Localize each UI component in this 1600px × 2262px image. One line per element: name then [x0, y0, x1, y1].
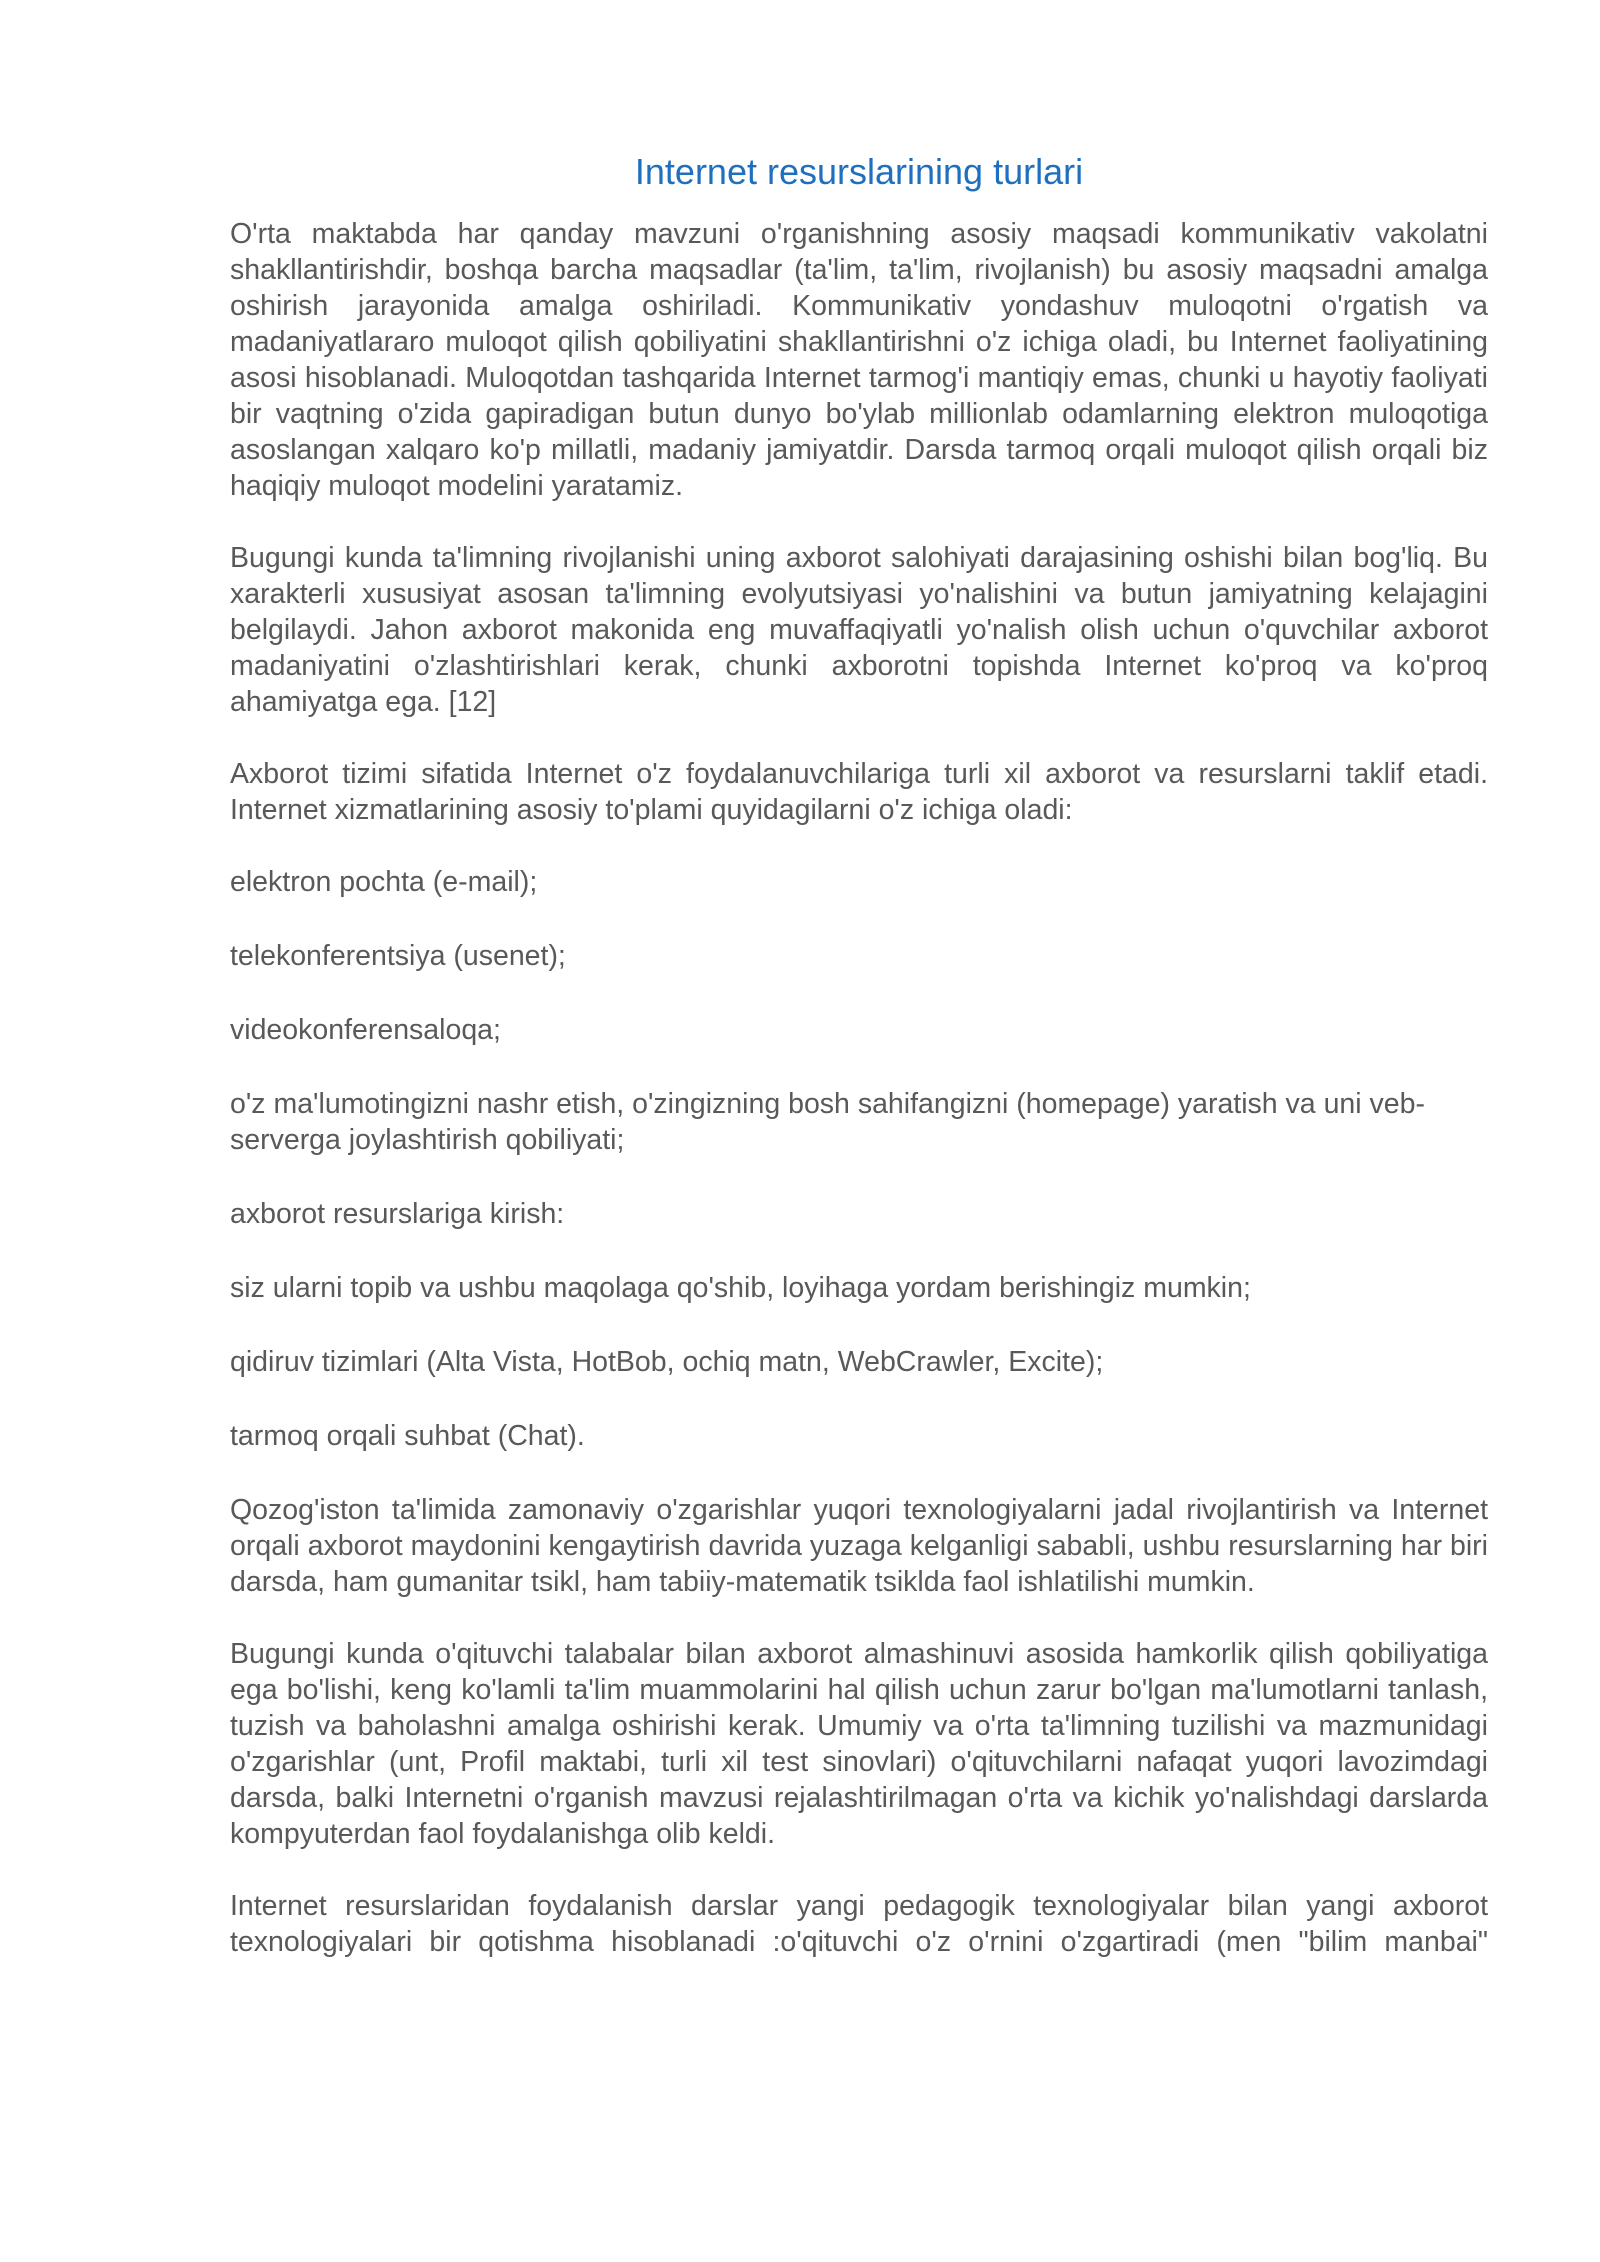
- list-item-homepage: o'z ma'lumotingizni nashr etish, o'zingizning bosh sahifangizni (homepage) yaratish va uni veb-serverga joylashtirish qobiliyati;: [230, 1088, 1425, 1156]
- list-item-resource-access: axborot resurslariga kirish:: [230, 1198, 565, 1230]
- list-item-contribute: siz ularni topib va ushbu maqolaga qo'shib, loyihaga yordam berishingiz mumkin;: [230, 1272, 1251, 1304]
- paragraph-1: O'rta maktabda har qanday mavzuni o'rganishning asosiy maqsadi kommunikativ vakolatni shakllantirishdir, boshqa barcha maqsadlar (ta'lim, ta'lim, rivojlanish) bu asosiy maqsadni amalga oshirish jarayonida amalga oshiriladi. Kommunikativ yondashuv muloqotni o'rgatish va madaniyatlararo muloqot qilish qobiliyatini shakllantirishni o'z ichiga oladi, bu Internet faoliyatining asosi hisoblanadi. Muloqotdan tashqarida Internet tarmog'i mantiqiy emas, chunki u hayotiy faoliyati bir vaqtning o'zida gapiradigan butun dunyo bo'ylab millionlab odamlarning elektron muloqotiga asoslangan xalqaro ko'p millatli, madaniy jamiyatdir. Darsda tarmoq orqali muloqot qilish orqali biz haqiqiy muloqot modelini yaratamiz.: [230, 218, 1488, 502]
- list-item-videoconference: videokonferensaloqa;: [230, 1014, 501, 1046]
- paragraph-2: Bugungi kunda ta'limning rivojlanishi uning axborot salohiyati darajasining oshishi bilan bog'liq. Bu xarakterli xususiyat asosan ta'limning evolyutsiyasi yo'nalishini va butun jamiyatning kelajagini belgilaydi. Jahon axborot makonida eng muvaffaqiyatli yo'nalish olish uchun o'quvchilar axborot madaniyatini o'zlashtirishlari kerak, chunki axborotni topishda Internet ko'proq va ko'proq ahamiyatga ega. [12]: [230, 542, 1488, 718]
- paragraph-6: Internet resurslaridan foydalanish darslar yangi pedagogik texnologiyalar bilan yangi axborot texnologiyalari bir qotishma hisoblanadi :o'qituvchi o'z o'rnini o'zgartiradi (men "bilim manbai": [230, 1890, 1488, 1958]
- paragraph-3: Axborot tizimi sifatida Internet o'z foydalanuvchilariga turli xil axborot va resurslarni taklif etadi. Internet xizmatlarining asosiy to'plami quyidagilarni o'z ichiga oladi:: [230, 758, 1488, 826]
- document-page: [230, 150, 1488, 1960]
- list-item-teleconference: telekonferentsiya (usenet);: [230, 940, 566, 972]
- document-title: Internet resurslarining turlari: [634, 151, 1084, 192]
- paragraph-5: Bugungi kunda o'qituvchi talabalar bilan axborot almashinuvi asosida hamkorlik qilish qobiliyatiga ega bo'lishi, keng ko'lamli ta'lim muammolarini hal qilish uchun zarur bo'lgan ma'lumotlarni tanlash, tuzish va baholashni amalga oshirishi kerak. Umumiy va o'rta ta'limning tuzilishi va mazmunidagi o'zgarishlar (unt, Profil maktabi, turli xil test sinovlari) o'qituvchilarni nafaqat yuqori lavozimdagi darsda, balki Internetni o'rganish mavzusi rejalashtirilmagan o'rta va kichik yo'nalishdagi darslarda kompyuterdan faol foydalanishga olib keldi.: [230, 1638, 1488, 1850]
- paragraph-4: Qozog'iston ta'limida zamonaviy o'zgarishlar yuqori texnologiyalarni jadal rivojlantirish va Internet orqali axborot maydonini kengaytirish davrida yuzaga kelganligi sababli, ushbu resurslarning har biri darsda, ham gumanitar tsikl, ham tabiiy-matematik tsiklda faol ishlatilishi mumkin.: [230, 1494, 1488, 1598]
- list-item-email: elektron pochta (e-mail);: [230, 866, 538, 898]
- list-item-chat: tarmoq orqali suhbat (Chat).: [230, 1420, 585, 1452]
- list-item-search-engines: qidiruv tizimlari (Alta Vista, HotBob, ochiq matn, WebCrawler, Excite);: [230, 1346, 1104, 1378]
